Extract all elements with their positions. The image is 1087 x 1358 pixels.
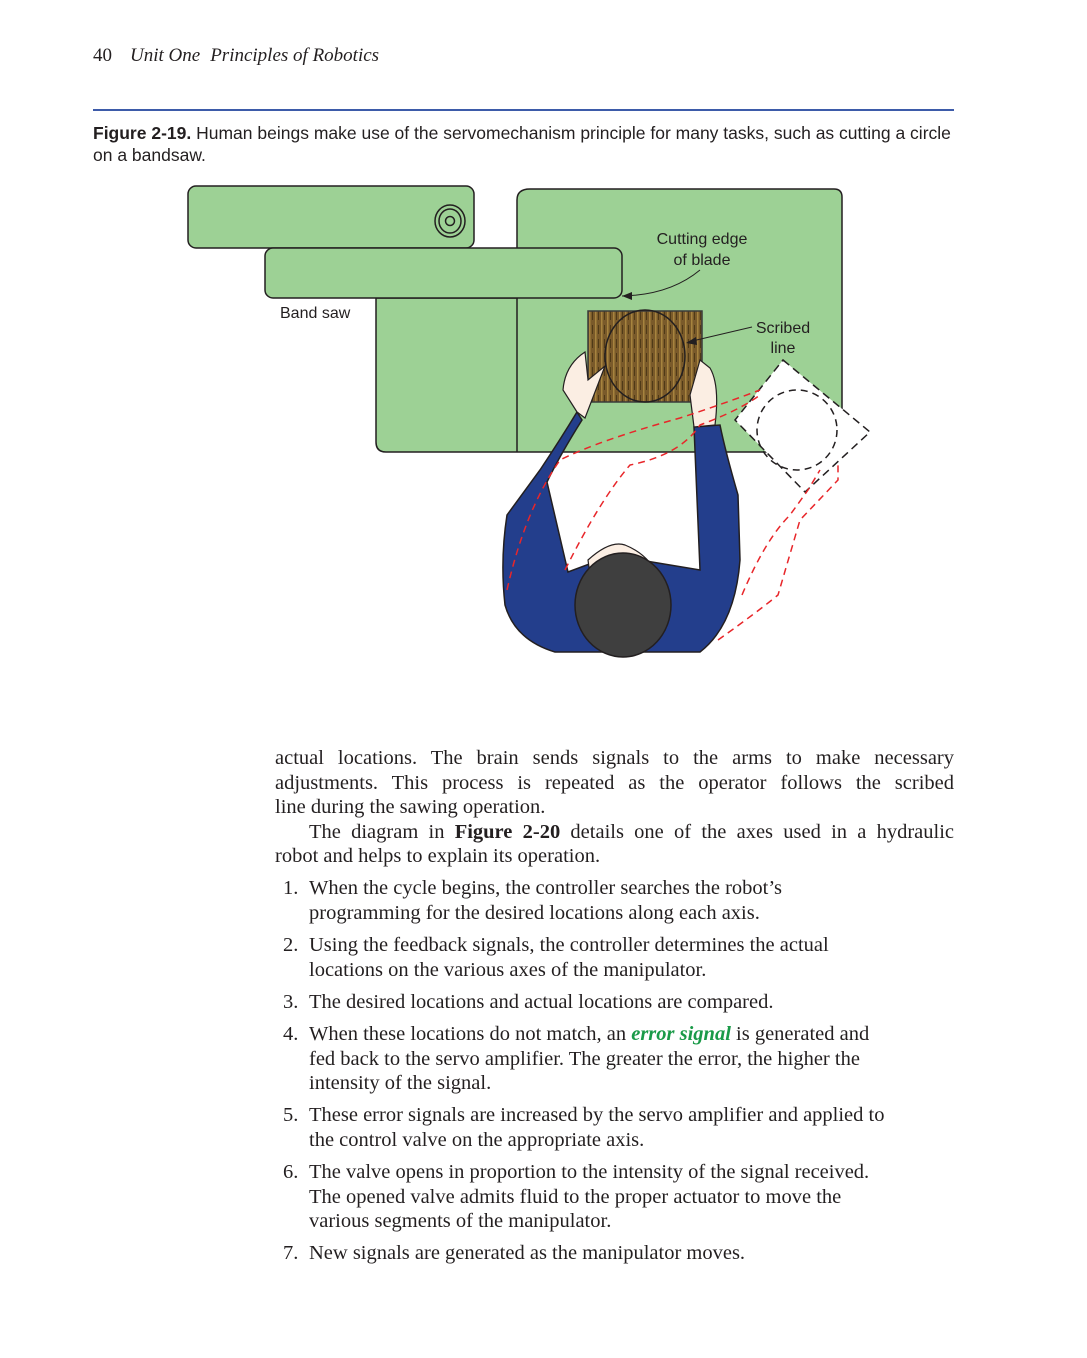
text-run: When these locations do not match, an	[309, 1022, 632, 1045]
text-run: robot and helps to explain its operation.	[275, 845, 601, 868]
callout-scribed: Scribed	[755, 320, 811, 337]
text-line	[275, 795, 954, 820]
text-line	[309, 1209, 954, 1234]
list-number: 6.	[283, 1160, 299, 1183]
operator-head	[575, 553, 671, 657]
figure-reference: Figure 2-20	[454, 820, 561, 843]
glossary-term: error signal	[631, 1022, 731, 1045]
text-run: intensity of the signal.	[309, 1072, 492, 1095]
text-run: is generated and	[730, 1022, 870, 1045]
text-line	[275, 820, 954, 845]
text-line	[309, 1241, 954, 1266]
list-number: 3.	[283, 990, 299, 1013]
list-item	[275, 876, 954, 925]
list-item	[275, 1022, 954, 1096]
text-run: These error signals are increased by the servo amplifier and applied to	[309, 1104, 885, 1127]
text-run: Using the feedback signals, the controller determines the actual	[309, 934, 829, 957]
text-run: the control valve on the appropriate axis.	[309, 1128, 645, 1151]
text-line	[309, 933, 954, 958]
list-item	[275, 1103, 954, 1152]
text-run: line during the sawing operation.	[275, 796, 546, 819]
list-number: 1.	[283, 877, 299, 900]
callout-band-saw: Band saw	[280, 305, 351, 322]
text-line	[275, 771, 954, 796]
text-line	[309, 1103, 954, 1128]
text-run: The diagram in	[309, 820, 455, 843]
list-number: 7.	[283, 1242, 299, 1265]
text-line	[309, 1071, 954, 1096]
caption-text: Human beings make use of the servomechanism principle for many tasks, such as cutting a circle on a bandsaw.	[93, 123, 951, 165]
callout-of-blade: of blade	[673, 252, 731, 269]
text-run: fed back to the servo amplifier. The greater the error, the higher the	[309, 1047, 860, 1070]
list-item	[275, 933, 954, 982]
figure-label: Figure 2-19.	[93, 123, 192, 143]
text-line	[275, 746, 954, 771]
text-line	[309, 958, 954, 983]
saw-blade-guide	[265, 248, 622, 298]
text-run: adjustments. This process is repeated as the operator follows the scribed	[275, 771, 954, 794]
callout-line: line	[770, 340, 796, 357]
text-line	[309, 1160, 954, 1185]
text-line	[309, 1185, 954, 1210]
list-number: 5.	[283, 1104, 299, 1127]
text-line	[275, 844, 954, 869]
saw-upper-housing	[188, 186, 474, 248]
list-number: 4.	[283, 1022, 299, 1045]
text-run: The desired locations and actual locations are compared.	[309, 990, 774, 1013]
text-run: various segments of the manipulator.	[309, 1210, 612, 1233]
numbered-list	[275, 876, 954, 1265]
text-run: programming for the desired locations along each axis.	[309, 902, 760, 925]
body-text	[275, 746, 954, 1266]
text-run: details one of the axes used in a hydraulic	[560, 820, 954, 843]
text-run: The valve opens in proportion to the intensity of the signal received.	[309, 1160, 870, 1183]
paragraph	[275, 820, 954, 869]
list-number: 2.	[283, 934, 299, 957]
text-line	[309, 1022, 954, 1047]
book-title: Principles of Robotics	[210, 45, 380, 66]
unit-label: Unit One	[130, 45, 201, 66]
text-line	[309, 990, 954, 1015]
text-run: actual locations. The brain sends signals to the arms to make necessary	[275, 747, 954, 769]
text-line	[309, 1128, 954, 1153]
text-line	[309, 1047, 954, 1072]
paragraph	[275, 746, 954, 820]
text-run: The opened valve admits fluid to the proper actuator to move the	[309, 1185, 842, 1208]
list-item	[275, 1160, 954, 1234]
callout-cutting-edge: Cutting edge	[656, 231, 748, 248]
page-number: 40	[93, 45, 112, 66]
list-item	[275, 1241, 954, 1266]
list-item	[275, 990, 954, 1015]
text-run: When the cycle begins, the controller searches the robot’s	[309, 877, 783, 900]
text-line	[309, 901, 954, 926]
text-line	[309, 876, 954, 901]
text-run: New signals are generated as the manipulator moves.	[309, 1242, 746, 1265]
text-run: locations on the various axes of the manipulator.	[309, 958, 707, 981]
